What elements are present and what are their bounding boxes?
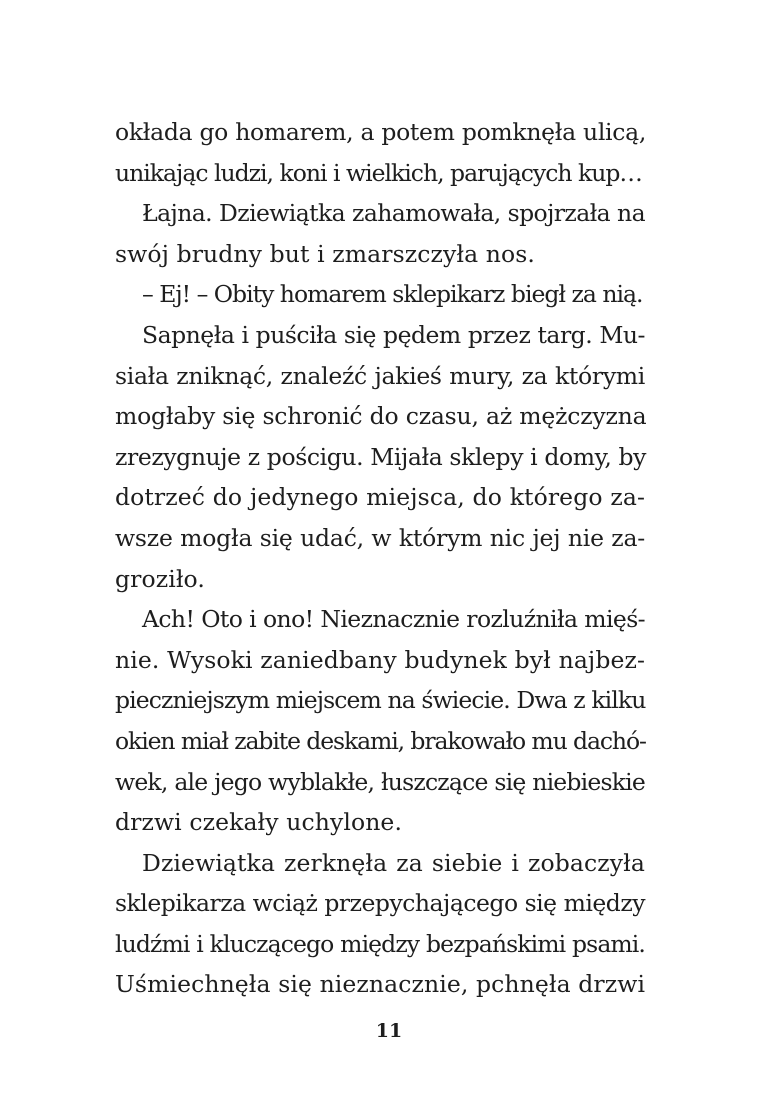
text-line: groziło.: [115, 564, 205, 593]
text-line: zrezygnuje z pościgu. Mijała sklepy i domy, by: [115, 442, 647, 471]
text-line: sklepikarza wciąż przepychającego się między: [115, 889, 645, 918]
text-line: siała zniknąć, znaleźć jakieś mury, za którymi: [115, 361, 645, 390]
text-line: mogłaby się schronić do czasu, aż mężczyzna: [115, 402, 647, 431]
text-line: – Ej! – Obity homarem sklepikarz biegł za nią.: [142, 280, 643, 309]
text-line: dotrzeć do jedynego miejsca, do którego za-: [115, 483, 645, 512]
text-line: drzwi czekały uchylone.: [115, 808, 403, 837]
text-line: nie. Wysoki zaniedbany budynek był najbez-: [115, 645, 645, 674]
page-number: 11: [375, 1020, 403, 1042]
text-line: Uśmiechnęła się nieznacznie, pchnęła drzwi: [115, 970, 646, 999]
text-line: Sapnęła i puściła się pędem przez targ. Mu-: [142, 320, 645, 349]
text-line: unikając ludzi, koni i wielkich, parujących kup…: [115, 158, 642, 187]
text-line: wek, ale jego wyblakłe, łuszczące się niebieskie: [115, 767, 645, 796]
text-line: wsze mogła się udać, w którym nic jej nie za-: [115, 523, 645, 552]
text-line: okłada go homarem, a potem pomknęła ulicą,: [115, 118, 646, 146]
text-line: ludźmi i kluczącego między bezpańskimi psami.: [115, 929, 645, 958]
text-line: Dziewiątka zerknęła za siebie i zobaczyła: [142, 848, 645, 877]
text-line: Łajna. Dziewiątka zahamowała, spojrzała na: [142, 199, 645, 228]
text-line: okien miał zabite deskami, brakowało mu dachó-: [115, 726, 646, 755]
body-text: [115, 112, 645, 1005]
text-line: swój brudny but i zmarszczyła nos.: [115, 239, 535, 268]
text-line: Ach! Oto i ono! Nieznacznie rozluźniła mięś-: [142, 605, 645, 634]
text-line: pieczniejszym miejscem na świecie. Dwa z kilku: [115, 686, 646, 715]
